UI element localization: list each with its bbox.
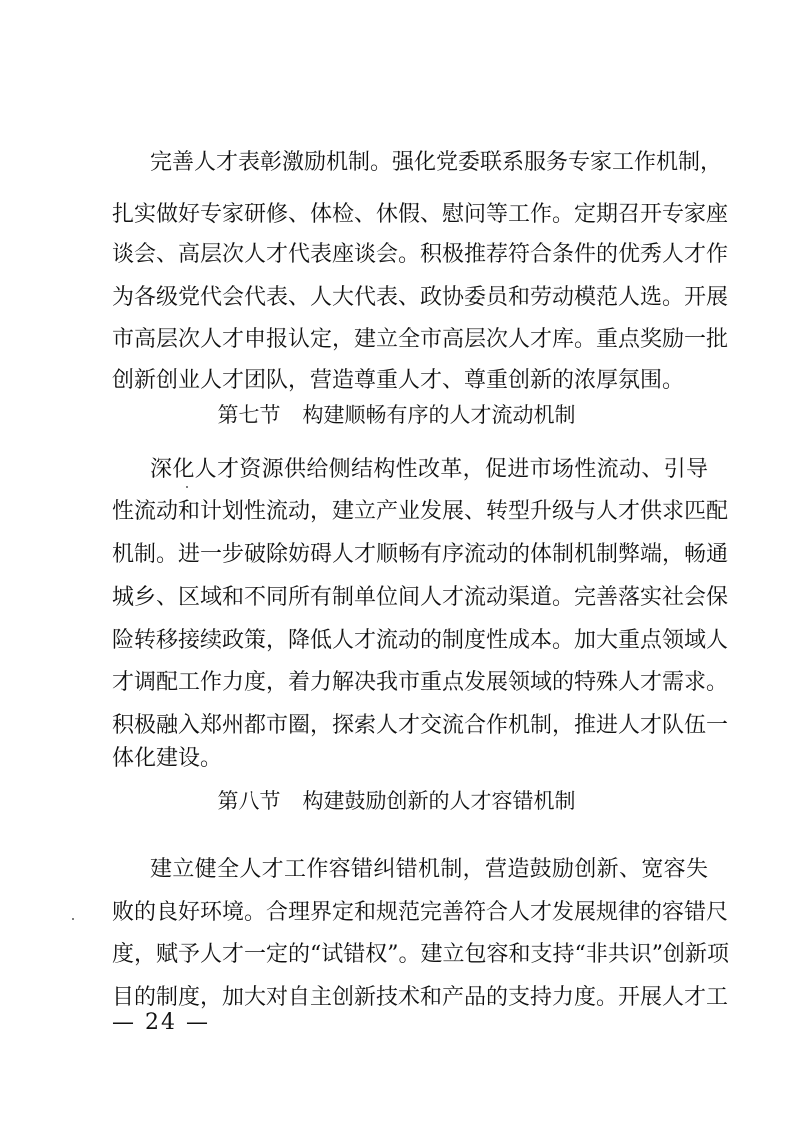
paragraph-line: 败的良好环境。合理界定和规范完善符合人才发展规律的容错尺 [112,900,729,925]
section-heading [0,400,793,430]
paragraph-line: 目的制度，加大对自主创新技术和产品的支持力度。开展人才工 [112,985,729,1010]
paragraph-line: 积极融入郑州都市圈，探索人才交流合作机制，推进人才队伍一 [112,713,729,738]
paragraph-line: 创新创业人才团队，营造尊重人才、尊重创新的浓厚氛围。 [112,368,685,393]
paragraph-line: 建立健全人才工作容错纠错机制，营造鼓励创新、宽容失 [150,857,708,882]
section-title: 构建顺畅有序的人才流动机制 [302,403,576,427]
paragraph-line: 性流动和计划性流动，建立产业发展、转型升级与人才供求匹配 [112,499,729,524]
paragraph-line: 险转移接续政策，降低人才流动的制度性成本。加大重点领域人 [112,628,729,653]
section-number: 第七节 [217,403,281,427]
paragraph-line: 完善人才表彰激励机制。强化党委联系服务专家工作机制， [150,150,723,175]
paragraph-line: 机制。进一步破除妨碍人才顺畅有序流动的体制机制弊端，畅通 [112,542,729,567]
scan-speck [186,486,188,488]
page-number: — 24 — [112,1010,210,1035]
paragraph-line: 市高层次人才申报认定，建立全市高层次人才库。重点奖励一批 [112,327,729,352]
paragraph-line: 才调配工作力度，着力解决我市重点发展领域的特殊人才需求。 [112,670,729,695]
paragraph-line: 谈会、高层次人才代表座谈会。积极推荐符合条件的优秀人才作 [112,242,729,267]
scan-speck [72,918,74,920]
section-heading [0,786,793,816]
section-number: 第八节 [217,789,281,813]
paragraph-line: 城乡、区域和不同所有制单位间人才流动渠道。完善落实社会保 [112,585,729,610]
section-title: 构建鼓励创新的人才容错机制 [302,789,576,813]
paragraph-line: 度，赋予人才一定的“试错权”。建立包容和支持“非共识”创新项 [112,942,729,967]
paragraph-line: 为各级党代会代表、人大代表、政协委员和劳动模范人选。开展 [112,285,729,310]
paragraph-line: 体化建设。 [112,746,223,771]
paragraph-line: 深化人才资源供给侧结构性改革，促进市场性流动、引导 [150,457,708,482]
paragraph-line: 扎实做好专家研修、体检、休假、慰问等工作。定期召开专家座 [112,202,729,227]
